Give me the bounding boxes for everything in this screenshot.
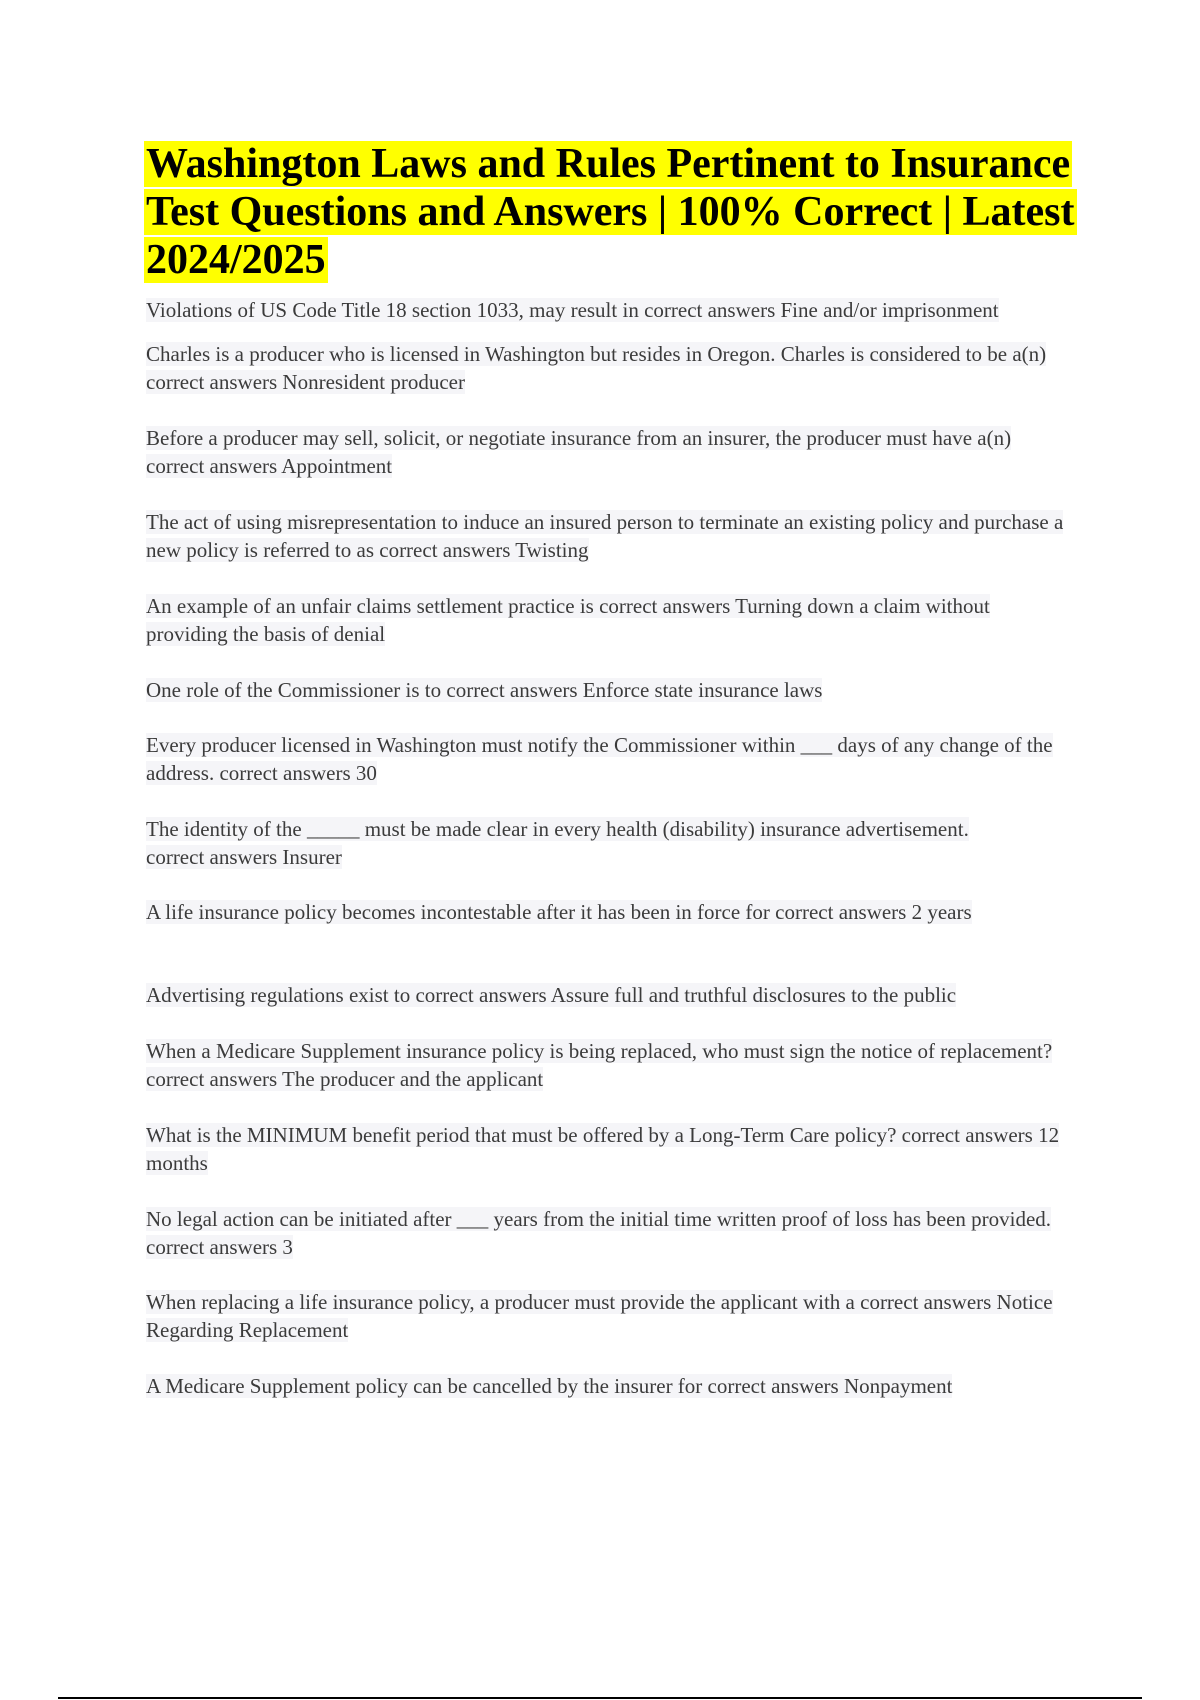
bottom-rule bbox=[58, 1697, 1142, 1699]
qa-item-9: A life insurance policy becomes incontestable after it has been in force for correct answers 2 years bbox=[146, 900, 972, 924]
qa-item-8: The identity of the _____ must be made clear in every health (disability) insurance advertisement. correct answers Insurer bbox=[146, 817, 969, 869]
qa-item-6: One role of the Commissioner is to correct answers Enforce state insurance laws bbox=[146, 678, 823, 702]
title-highlight: Washington Laws and Rules Pertinent to Insurance Test Questions and Answers | 100% Correct | Latest 2024/2025 bbox=[146, 141, 1075, 283]
qa-item-1: Violations of US Code Title 18 section 1033, may result in correct answers Fine and/or imprisonment bbox=[146, 298, 999, 322]
qa-item-15: A Medicare Supplement policy can be cancelled by the insurer for correct answers Nonpayment bbox=[146, 1374, 953, 1398]
qa-item-10: Advertising regulations exist to correct answers Assure full and truthful disclosures to the public bbox=[146, 983, 957, 1007]
qa-item-11: When a Medicare Supplement insurance policy is being replaced, who must sign the notice of replacement? correct answers The producer and the applicant bbox=[146, 1039, 1053, 1091]
qa-item-2: Charles is a producer who is licensed in Washington but resides in Oregon. Charles is considered to be a(n) correct answers Nonresident producer bbox=[146, 342, 1047, 394]
qa-item-12: What is the MINIMUM benefit period that must be offered by a Long-Term Care policy? correct answers 12 months bbox=[146, 1123, 1060, 1175]
qa-item-14: When replacing a life insurance policy, a producer must provide the applicant with a correct answers Notice Regarding Replacement bbox=[146, 1290, 1053, 1342]
qa-item-4: The act of using misrepresentation to induce an insured person to terminate an existing policy and purchase a new policy is referred to as correct answers Twisting bbox=[146, 510, 1064, 562]
qa-item-13: No legal action can be initiated after ___ years from the initial time written proof of loss has been provided. correct answers 3 bbox=[146, 1207, 1052, 1259]
qa-item-7: Every producer licensed in Washington must notify the Commissioner within ___ days of any change of the address. correct answers 30 bbox=[146, 733, 1053, 785]
document-title bbox=[144, 140, 1144, 284]
qa-item-3: Before a producer may sell, solicit, or negotiate insurance from an insurer, the producer must have a(n) correct answers Appointment bbox=[146, 426, 1012, 478]
qa-item-5: An example of an unfair claims settlement practice is correct answers Turning down a claim without providing the basis of denial bbox=[146, 594, 990, 646]
